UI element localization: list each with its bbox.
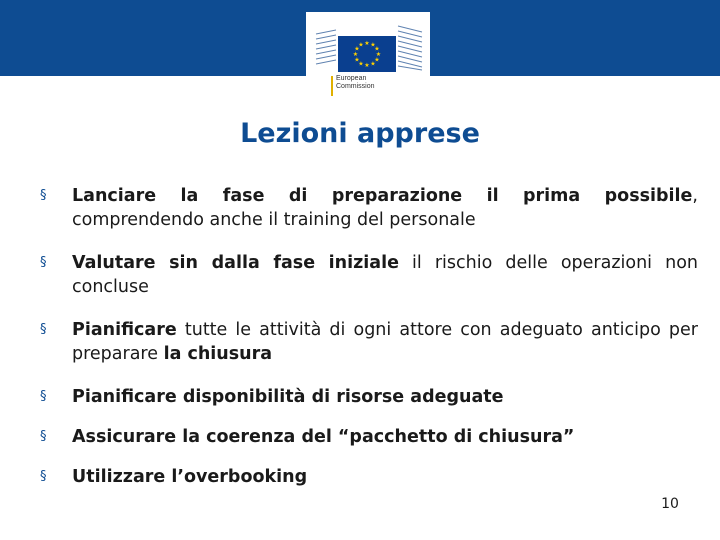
bullet-bold-text: Valutare sin dalla fase iniziale <box>72 253 399 273</box>
bullet-item <box>40 385 698 409</box>
svg-text:★: ★ <box>375 51 382 58</box>
logo-caption <box>336 75 375 91</box>
bullet-bold-text: Utilizzare l’overbooking <box>72 467 308 487</box>
svg-text:★: ★ <box>370 60 376 68</box>
bullet-bold-text: Lanciare la fase di preparazione il prima possibile <box>72 186 693 206</box>
bullet-marker-icon: § <box>40 188 47 203</box>
bullet-marker-icon: § <box>40 255 47 270</box>
european-commission-logo <box>306 12 430 100</box>
bullet-marker-icon: § <box>40 322 47 337</box>
bullet-item <box>40 465 698 489</box>
bullet-marker-icon: § <box>40 429 47 444</box>
svg-text:★: ★ <box>374 56 380 64</box>
bullet-item <box>40 184 698 232</box>
slide-title: Lezioni apprese <box>240 118 480 149</box>
bullet-bold-text: Pianificare disponibilità di risorse adeguate <box>72 387 504 407</box>
bullet-bold-text: Assicurare la coerenza del “pacchetto di chiusura” <box>72 427 575 447</box>
bullet-item <box>40 425 698 449</box>
svg-text:★: ★ <box>352 51 359 58</box>
svg-text:★: ★ <box>364 40 370 47</box>
bullet-bold-text-2: la chiusura <box>163 344 273 364</box>
svg-text:★: ★ <box>364 62 370 69</box>
bullet-bold-text: Pianificare <box>72 320 177 340</box>
svg-text:★: ★ <box>370 41 376 49</box>
svg-text:★: ★ <box>374 45 380 53</box>
bullet-item <box>40 318 698 366</box>
bullet-item <box>40 251 698 299</box>
bullet-list <box>40 184 698 489</box>
bullet-text: il rischio delle operazioni non concluse <box>72 253 698 297</box>
svg-text:★: ★ <box>354 56 360 64</box>
svg-text:★: ★ <box>354 45 360 53</box>
svg-text:★: ★ <box>358 60 364 68</box>
bullet-text: tutte le attività di ogni attore con adeguato anticipo per preparare <box>72 320 698 364</box>
logo-text-line1: European <box>336 75 367 82</box>
bullet-marker-icon: § <box>40 469 47 484</box>
page-number: 10 <box>661 496 679 512</box>
logo-text-line2: Commission <box>336 83 375 90</box>
svg-text:★: ★ <box>358 41 364 49</box>
bullet-text: , comprendendo anche il training del personale <box>72 186 698 230</box>
bullet-marker-icon: § <box>40 389 47 404</box>
